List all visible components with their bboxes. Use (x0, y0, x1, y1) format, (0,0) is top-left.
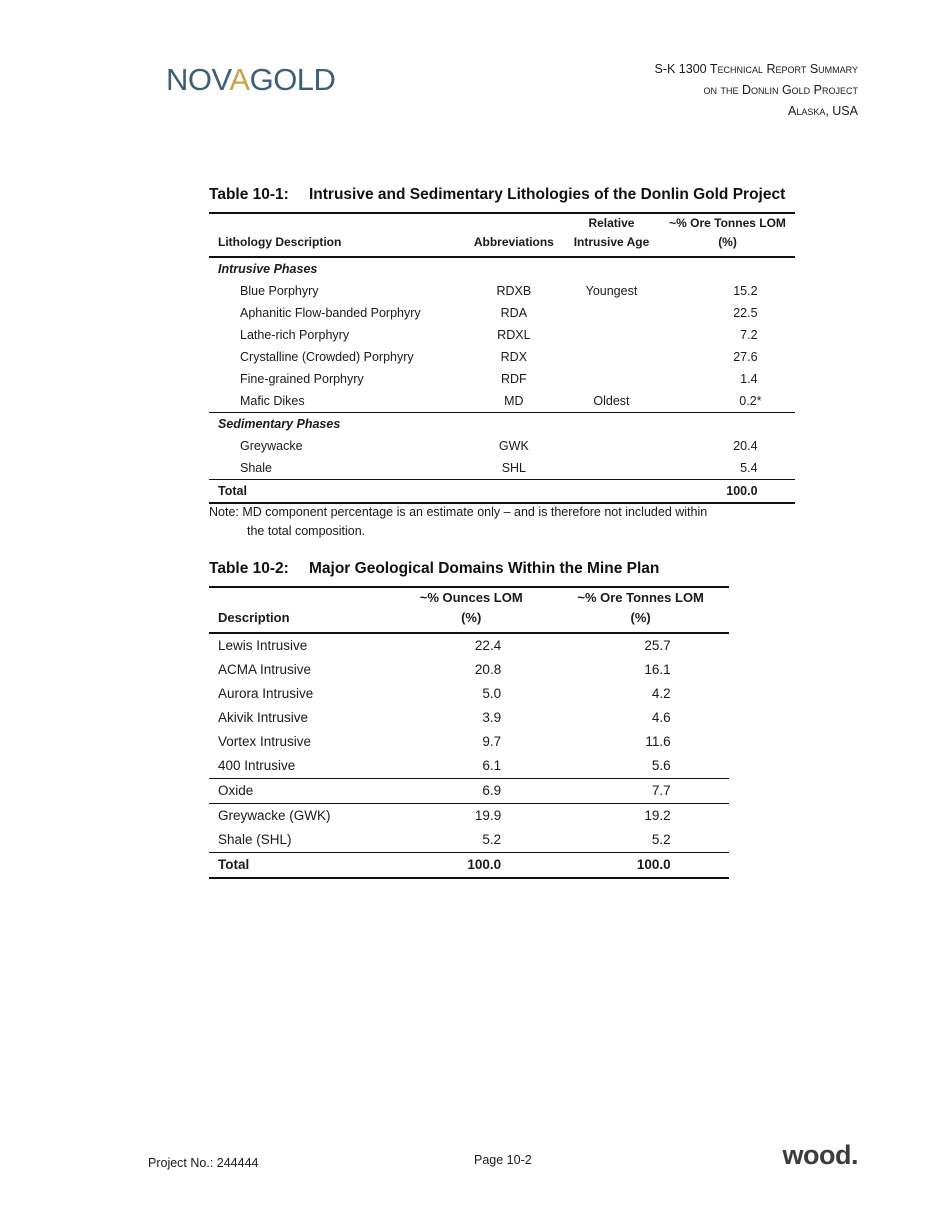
group-row-sedimentary: Sedimentary Phases (218, 417, 341, 431)
table-row: Lewis Intrusive 22.4 25.7 (218, 638, 671, 653)
table-row: Shale SHL 5.4 (240, 461, 758, 475)
header-line-3: Alaska, USA (787, 104, 858, 118)
table2-title: Table 10-2: Major Geological Domains Within the Mine Plan (209, 560, 660, 577)
col-description: Description (218, 610, 290, 625)
table-row: Shale (SHL) 5.2 5.2 (218, 832, 671, 847)
wood-logo: wood. (782, 1140, 858, 1170)
table-row: Akivik Intrusive 3.9 4.6 (218, 710, 671, 725)
table-row: 400 Intrusive 6.1 5.6 (209, 754, 729, 779)
table-row: Greywacke GWK 20.4 (240, 439, 758, 453)
table-row: Greywacke (GWK) 19.9 19.2 (218, 808, 671, 823)
col-relative-age: Relative Intrusive Age (573, 216, 650, 249)
table-header-row (209, 213, 795, 257)
novagold-logo: NOVAGOLD (166, 62, 336, 97)
table-row: Mafic Dikes MD Oldest 0.2* (209, 390, 795, 413)
table-row: Crystalline (Crowded) Porphyry RDX 27.6 (240, 350, 758, 364)
total-row: Total 100.0 100.0 (209, 853, 729, 879)
col-ounces: ~% Ounces LOM (%) (419, 590, 523, 625)
project-number: Project No.: 244444 (148, 1156, 259, 1170)
table-row: Lathe-rich Porphyry RDXL 7.2 (240, 328, 758, 342)
table-row: Oxide 6.9 7.7 (209, 779, 729, 804)
table-row: Fine-grained Porphyry RDF 1.4 (240, 372, 758, 386)
col-lithology: Lithology Description (218, 235, 342, 249)
table1-title: Table 10-1: Intrusive and Sedimentary Lithologies of the Donlin Gold Project (209, 186, 786, 203)
group-row-intrusive: Intrusive Phases (218, 262, 318, 276)
lithologies-table (209, 212, 795, 504)
report-header (655, 59, 859, 122)
table-row: Vortex Intrusive 9.7 11.6 (218, 734, 671, 749)
header-line-2: on the Donlin Gold Project (703, 83, 858, 97)
table-row: ACMA Intrusive 20.8 16.1 (218, 662, 671, 677)
table-row: Aurora Intrusive 5.0 4.2 (218, 686, 671, 701)
table-row: Aphanitic Flow-banded Porphyry RDA 22.5 (240, 306, 758, 320)
page-number: Page 10-2 (474, 1153, 532, 1167)
header-line-1: S-K 1300 Technical Report Summary (654, 62, 858, 76)
col-abbreviations: Abbreviations (473, 235, 554, 249)
total-row: Total 100.0 (209, 480, 795, 504)
col-ore-tonnes: ~% Ore Tonnes LOM (%) (669, 216, 786, 249)
table1-note: Note: MD component percentage is an estimate only – and is therefore not included within the total composition. (209, 505, 708, 538)
table-header-row (209, 587, 729, 633)
col-ore-tonnes: ~% Ore Tonnes LOM (%) (577, 590, 704, 625)
table-row: Blue Porphyry RDXB Youngest 15.2 (240, 284, 758, 298)
geological-domains-table (209, 586, 729, 879)
